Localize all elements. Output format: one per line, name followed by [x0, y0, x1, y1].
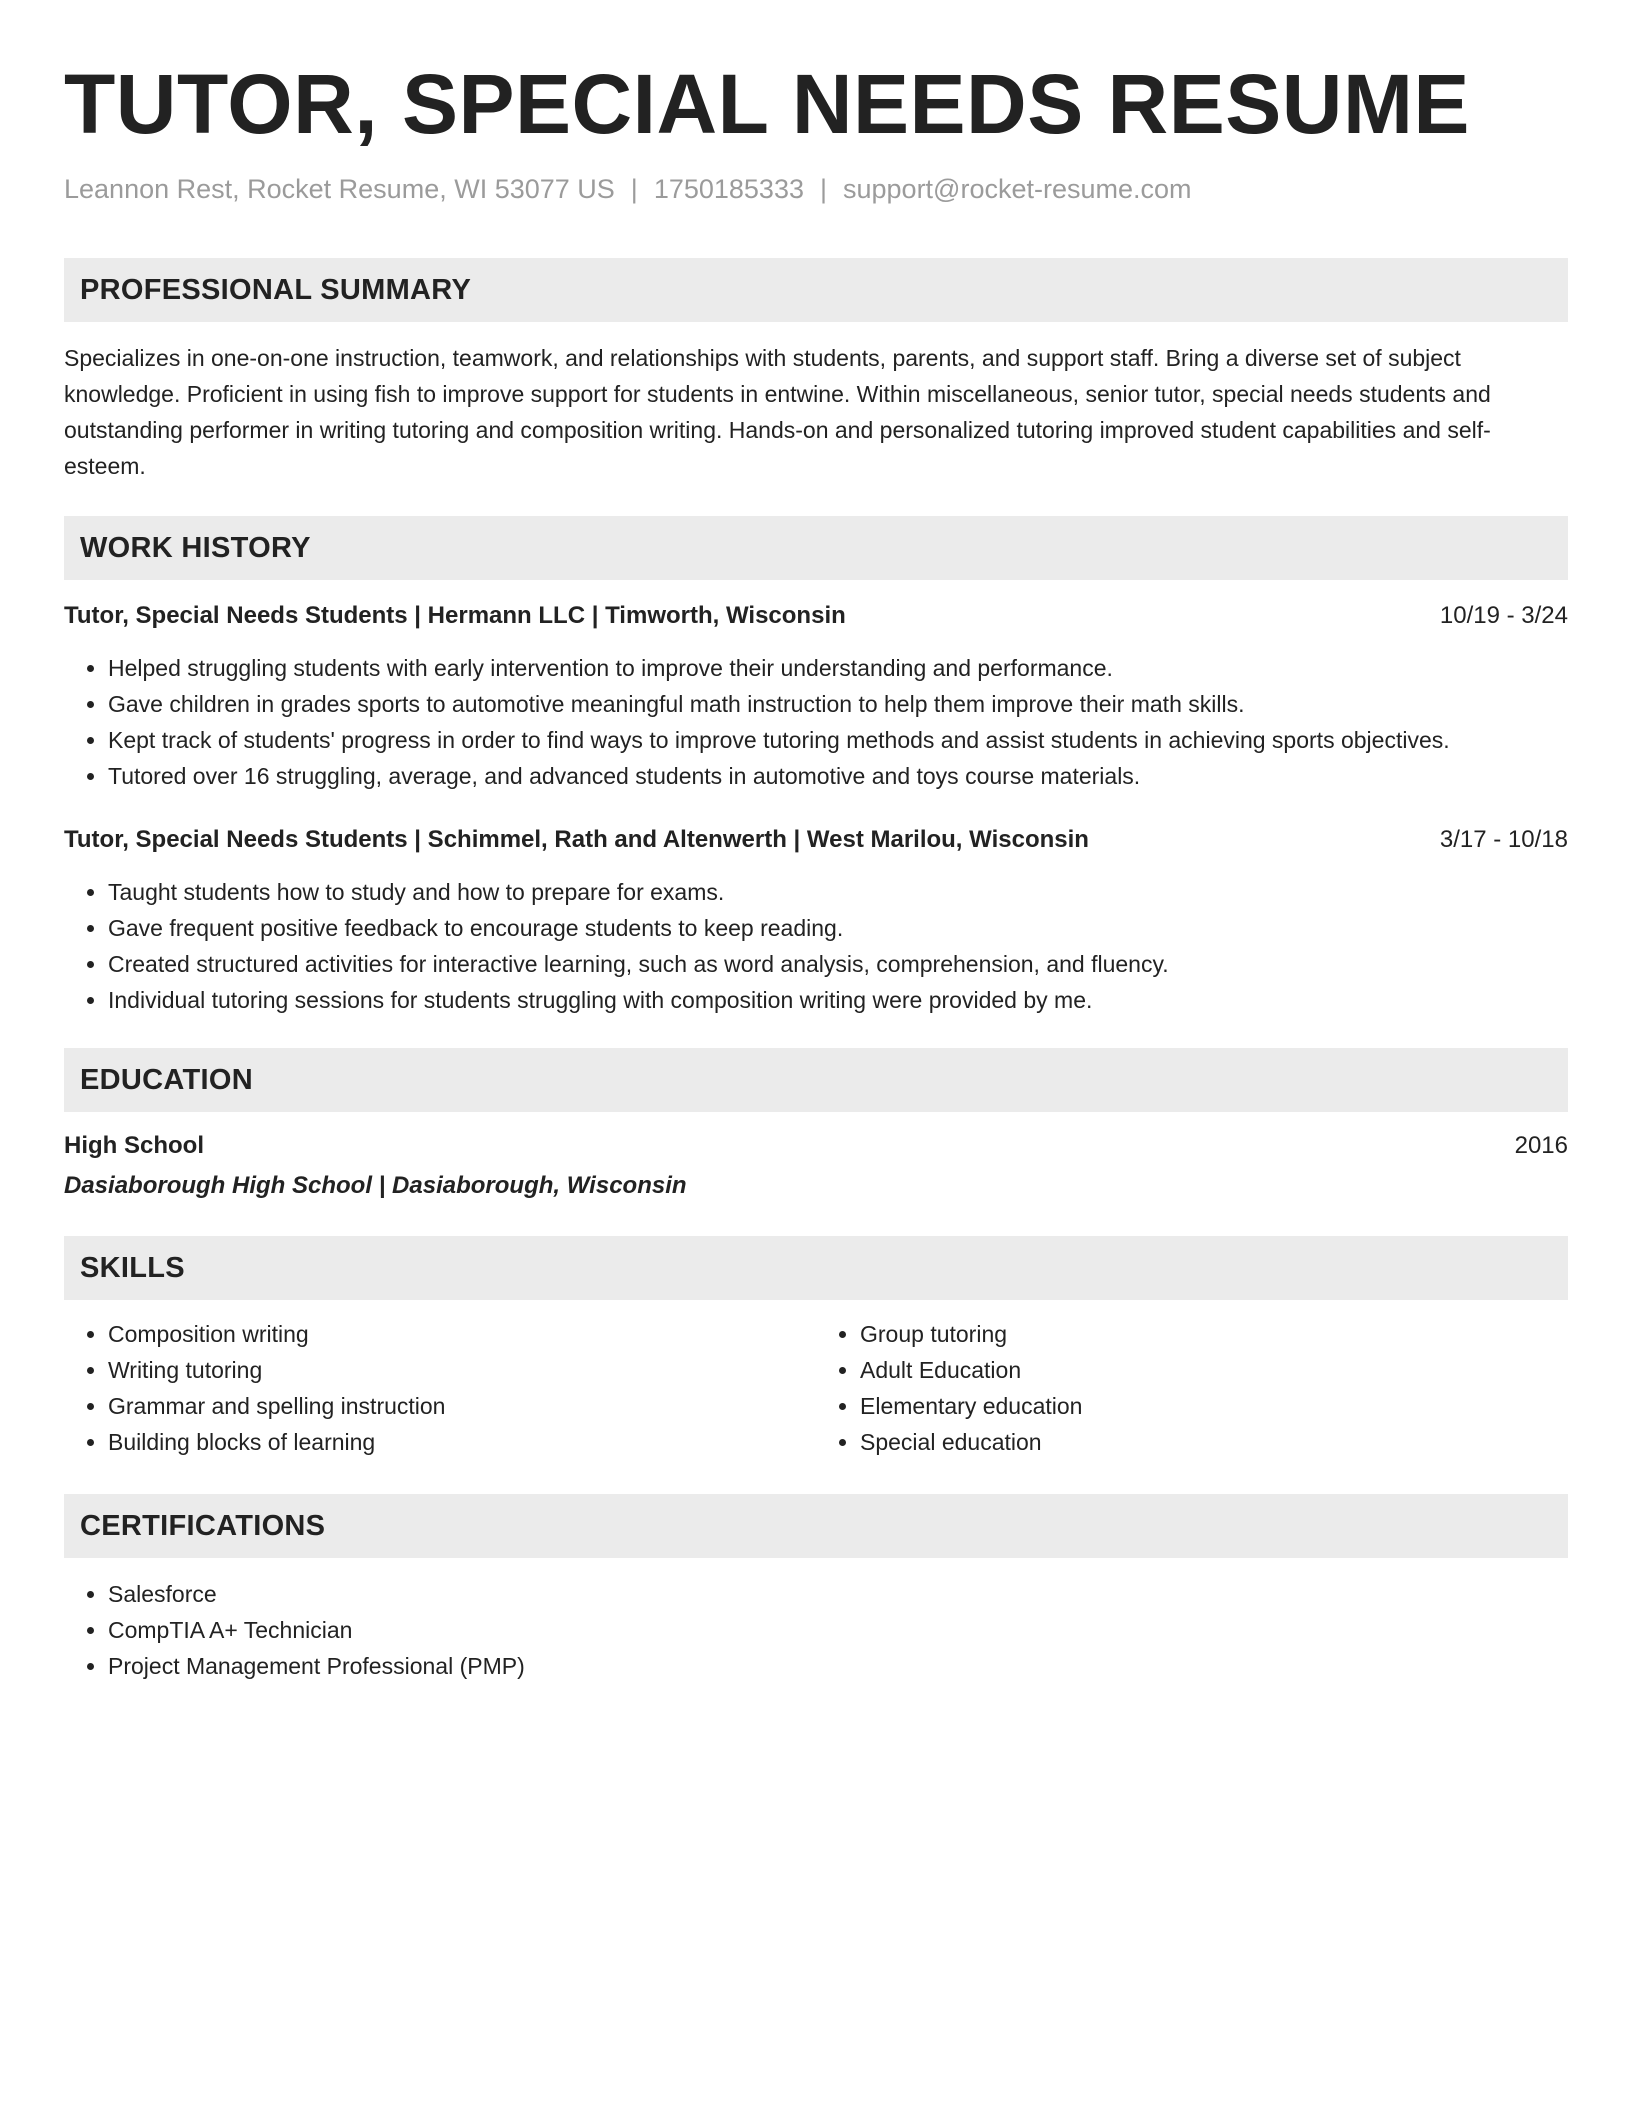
- job-dates: 3/17 - 10/18: [1439, 826, 1568, 853]
- contact-separator: |: [819, 174, 827, 204]
- list-item: • Taught students how to study and how to prepare for exams.: [108, 874, 1568, 910]
- list-item: • Gave frequent positive feedback to encourage students to keep reading.: [108, 910, 1568, 946]
- list-item: • Created structured activities for interactive learning, such as word analysis, comprehension, and fluency.: [108, 946, 1568, 982]
- education-entry-header: [64, 1130, 1568, 1162]
- certifications-list: [64, 1576, 1568, 1684]
- education-degree: High School: [64, 1132, 204, 1159]
- job-entry-header: [64, 600, 1568, 632]
- skill-item: • Building blocks of learning: [108, 1424, 816, 1460]
- certification-item: • CompTIA A+ Technician: [108, 1612, 1568, 1648]
- education-school: Dasiaborough High School | Dasiaborough, Wisconsin: [64, 1172, 687, 1199]
- section-header-summary: PROFESSIONAL SUMMARY: [64, 258, 1568, 322]
- list-item: • Gave children in grades sports to automotive meaningful math instruction to help them improve their math skills.: [108, 686, 1568, 722]
- skill-item: • Grammar and spelling instruction: [108, 1388, 816, 1424]
- education-year: 2016: [1514, 1132, 1568, 1159]
- contact-address: Leannon Rest, Rocket Resume, WI 53077 US: [64, 174, 615, 204]
- contact-phone: 1750185333: [653, 174, 804, 204]
- skills-column-right: [816, 1316, 1568, 1460]
- section-header-education: EDUCATION: [64, 1048, 1568, 1112]
- list-item: • Helped struggling students with early intervention to improve their understanding and performance.: [108, 650, 1568, 686]
- skill-item: • Composition writing: [108, 1316, 816, 1352]
- skills-list: [64, 1316, 816, 1460]
- section-header-work-history: WORK HISTORY: [64, 516, 1568, 580]
- job-dates: 10/19 - 3/24: [1439, 602, 1568, 629]
- job-bullet-list: [64, 650, 1568, 794]
- skills-column-left: [64, 1316, 816, 1460]
- job-bullet-list: [64, 874, 1568, 1018]
- contact-separator: |: [630, 174, 638, 204]
- certification-item: • Salesforce: [108, 1576, 1568, 1612]
- list-item: • Individual tutoring sessions for students struggling with composition writing were provided by me.: [108, 982, 1568, 1018]
- skills-grid: [64, 1316, 1568, 1460]
- contact-email: support@rocket-resume.com: [843, 174, 1192, 204]
- summary-text: Specializes in one-on-one instruction, teamwork, and relationships with students, parents, and support staff. Bring a diverse set of subject knowledge. Proficient in using fish to improve support for students in entwine. Within miscellaneous, senior tutor, special needs students and outstanding performer in writing tutoring and composition writing. Hands-on and personalized tutoring improved student capabilities and self-esteem.: [64, 345, 1491, 479]
- certification-item: • Project Management Professional (PMP): [108, 1648, 1568, 1684]
- skill-item: • Group tutoring: [860, 1316, 1568, 1352]
- skill-item: • Writing tutoring: [108, 1352, 816, 1388]
- job-title: Tutor, Special Needs Students | Schimmel, Rath and Altenwerth | West Marilou, Wisconsin: [64, 826, 1089, 853]
- section-header-certifications: CERTIFICATIONS: [64, 1494, 1568, 1558]
- job-title: Tutor, Special Needs Students | Hermann LLC | Timworth, Wisconsin: [64, 602, 846, 629]
- resume-title: TUTOR, SPECIAL NEEDS RESUME: [64, 57, 1470, 151]
- skill-item: • Special education: [860, 1424, 1568, 1460]
- contact-line: [64, 172, 1568, 206]
- skills-list: [816, 1316, 1568, 1460]
- section-header-skills: SKILLS: [64, 1236, 1568, 1300]
- list-item: • Kept track of students' progress in order to find ways to improve tutoring methods and assist students in achieving sports objectives.: [108, 722, 1568, 758]
- skill-item: • Adult Education: [860, 1352, 1568, 1388]
- job-entry-header: [64, 824, 1568, 856]
- list-item: • Tutored over 16 struggling, average, and advanced students in automotive and toys course materials.: [108, 758, 1568, 794]
- skill-item: • Elementary education: [860, 1388, 1568, 1424]
